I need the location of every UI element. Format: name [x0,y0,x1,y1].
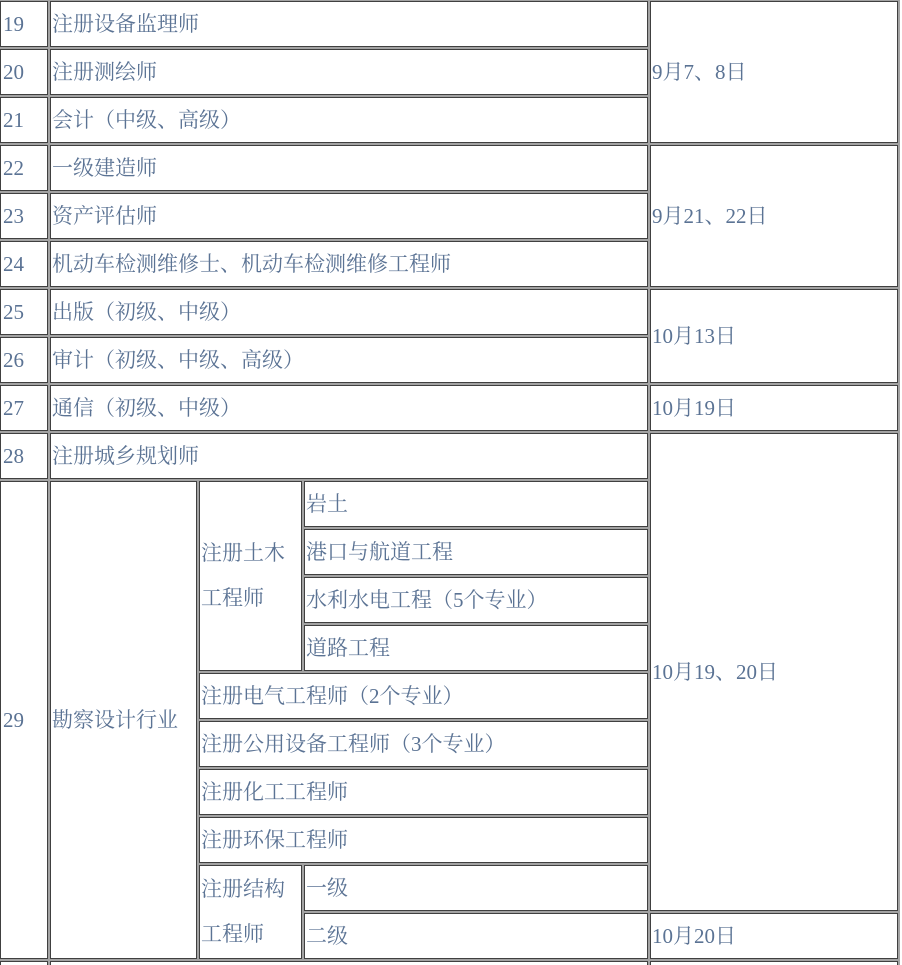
civil-engineer-label-cell [199,481,302,671]
specialty-cell: 道路工程 [304,625,648,671]
row-number: 28 [0,433,48,479]
civil-engineer-label: 注册土木工程师 [201,541,285,610]
subcategory-cell: 注册化工工程师 [199,769,648,815]
next-row-cell [0,961,48,965]
exam-name: 出版（初级、中级） [50,289,648,335]
row-number: 26 [0,337,48,383]
exam-name: 注册设备监理师 [50,1,648,47]
subcategory-cell: 注册电气工程师（2个专业） [199,673,648,719]
subcategory-cell: 注册环保工程师 [199,817,648,863]
structural-engineer-label-cell [199,865,302,959]
exam-name: 审计（初级、中级、高级） [50,337,648,383]
row-number: 25 [0,289,48,335]
exam-name: 一级建造师 [50,145,648,191]
row-number: 21 [0,97,48,143]
exam-name: 注册城乡规划师 [50,433,648,479]
row-number: 29 [0,481,48,959]
next-row-cell [650,961,898,965]
exam-date: 10月13日 [650,289,898,383]
row-number: 23 [0,193,48,239]
exam-name: 资产评估师 [50,193,648,239]
exam-date: 10月19、20日 [650,433,898,911]
structural-engineer-label: 注册结构工程师 [201,877,285,946]
row-number: 27 [0,385,48,431]
level-cell: 二级 [304,913,648,959]
row-number: 20 [0,49,48,95]
exam-name: 机动车检测维修士、机动车检测维修工程师 [50,241,648,287]
specialty-cell: 水利水电工程（5个专业） [304,577,648,623]
level-cell: 一级 [304,865,648,911]
exam-name: 会计（中级、高级） [50,97,648,143]
exam-date: 9月7、8日 [650,1,898,143]
exam-name: 注册测绘师 [50,49,648,95]
exam-name: 通信（初级、中级） [50,385,648,431]
specialty-cell: 港口与航道工程 [304,529,648,575]
row-number: 24 [0,241,48,287]
row-number: 22 [0,145,48,191]
category-cell: 勘察设计行业 [50,481,197,959]
specialty-cell: 岩土 [304,481,648,527]
exam-date: 9月21、22日 [650,145,898,287]
row-number: 19 [0,1,48,47]
subcategory-cell: 注册公用设备工程师（3个专业） [199,721,648,767]
exam-date: 10月19日 [650,385,898,431]
exam-date: 10月20日 [650,913,898,959]
next-row-cell [50,961,648,965]
